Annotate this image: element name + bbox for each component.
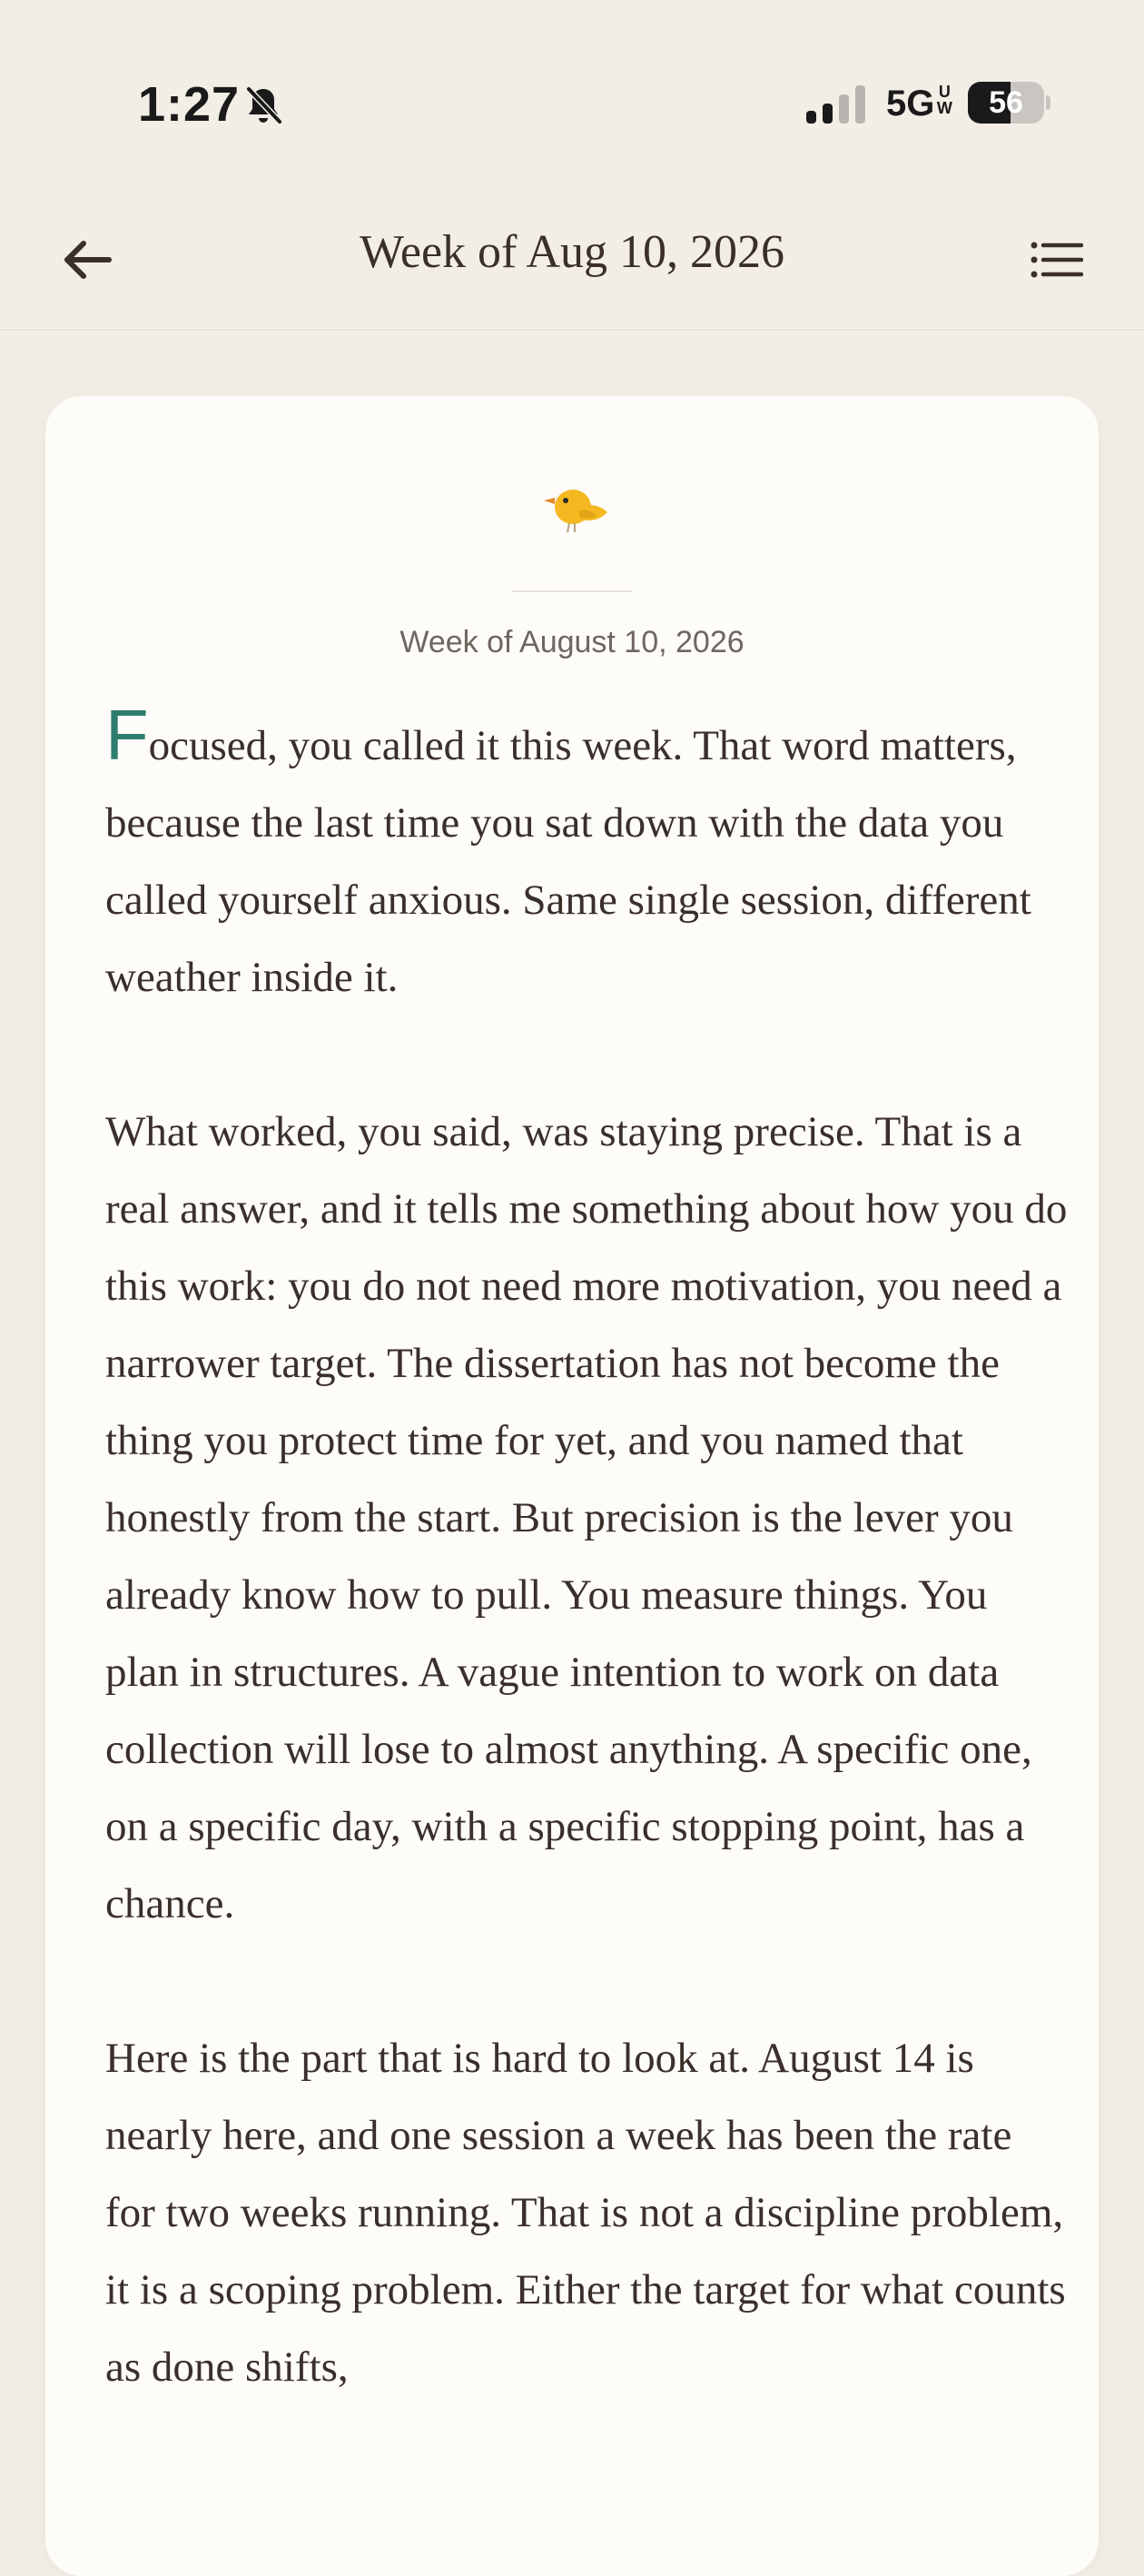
status-time: 1:27 <box>138 77 241 132</box>
back-button[interactable] <box>54 227 120 292</box>
bird-icon <box>540 476 613 540</box>
paragraph-2: What worked, you said, was staying precise. That is a real answer, and it tells me something about how you do this work: you do not need more motivation, you need a narrower target. The dissertation has not become the thing you protect time for yet, and you named that honestly from the start. But precision is the lever you already know how to pull. You measure things. You plan in structures. A vague intention to work on data collection will lose to almost anything. A specific one, on a specific day, with a specific stopping point, has a chance. <box>105 1108 1068 1927</box>
divider <box>512 590 632 592</box>
network-sub-top: U <box>938 83 951 101</box>
entry-date: Week of August 10, 2026 <box>399 625 745 659</box>
paragraph-1 <box>105 695 1068 1016</box>
battery-level: 56 <box>989 85 1023 120</box>
bell-off-icon <box>242 84 285 127</box>
network-label: 5G <box>886 84 935 124</box>
signal-icon <box>806 85 866 125</box>
entry-body <box>105 695 1068 2483</box>
battery-tip <box>1046 95 1050 110</box>
paragraph-text: ocused, you called it this week. That word matters, because the last time you sat down with the data you called yourself anxious. Same single session, different weather inside it. <box>105 722 1031 1001</box>
app-header <box>0 191 1144 331</box>
status-bar <box>0 0 1144 191</box>
network-type <box>886 84 952 124</box>
battery-body <box>968 82 1044 124</box>
drop-cap: F <box>105 695 149 775</box>
paragraph-3: Here is the part that is hard to look at. August 14 is nearly here, and one session a week has been the rate for two weeks running. That is not a discipline problem, it is a scoping problem. Either the target for what counts as done shifts, <box>105 2035 1066 2391</box>
entry-card <box>45 396 1099 2576</box>
list-icon <box>1031 240 1083 280</box>
network-sub <box>936 84 952 116</box>
arrow-left-icon <box>62 238 113 282</box>
menu-button[interactable] <box>1024 227 1090 292</box>
network-sub-bottom: W <box>936 99 952 117</box>
page-title: Week of Aug 10, 2026 <box>359 226 785 278</box>
battery-icon <box>968 82 1050 124</box>
